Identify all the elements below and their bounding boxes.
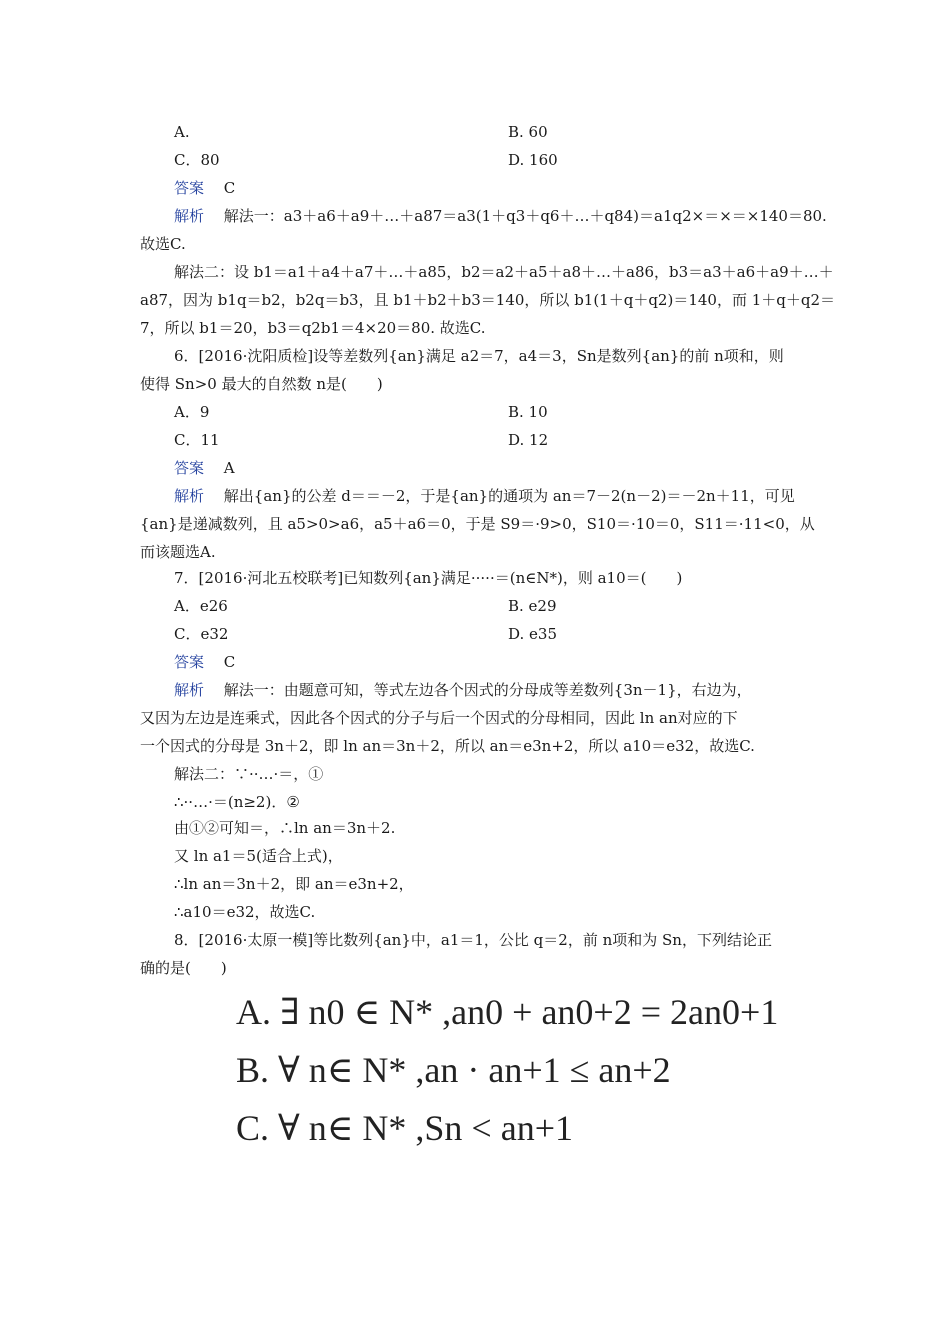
q6-option-c: C．11 xyxy=(174,431,220,449)
q7-answer xyxy=(174,652,235,672)
q5-option-b: B. 60 xyxy=(508,123,548,141)
q6-answer xyxy=(174,458,235,478)
q7-option-b: B. e29 xyxy=(508,597,557,615)
q8-option-a-image: A. ∃ n0 ∈ N* ,an0 + an0+2 = 2an0+1 xyxy=(236,992,779,1032)
analysis-text: 解法一：由题意可知，等式左边各个因式的分母成等差数列{3n－1}，右边为， xyxy=(223,681,752,699)
analysis-label: 解析 xyxy=(174,487,205,505)
q8-stem-line2: 确的是( ) xyxy=(140,959,227,977)
q7-analysis-line1 xyxy=(174,680,752,700)
q8-option-b-image: B. ∀ n∈ N* ,an · an+1 ≤ an+2 xyxy=(236,1050,671,1090)
q7-option-a: A．e26 xyxy=(174,597,228,615)
q7-analysis-line2: 又因为左边是连乘式，因此各个因式的分子与后一个因式的分母相同，因此 ln an对应的下 xyxy=(140,709,738,727)
q5-analysis-method1 xyxy=(174,206,827,226)
q5-option-d: D. 160 xyxy=(508,151,558,169)
q6-option-b: B. 10 xyxy=(508,403,548,421)
q7-method2-line2: ∴··…·＝(n≥2)．② xyxy=(174,793,300,811)
analysis-text: 解法一：a3＋a6＋a9＋…＋a87＝a3(1＋q3＋q6＋…＋q84)＝a1q2×＝×＝×140＝80. xyxy=(223,207,827,225)
q6-analysis-line1 xyxy=(174,486,795,506)
q5-method2-line2: a87，因为 b1q＝b2，b2q＝b3，且 b1＋b2＋b3＝140，所以 b1(1＋q＋q2)＝140，而 1＋q＋q2＝ xyxy=(140,291,836,309)
q5-answer xyxy=(174,178,235,198)
answer-label: 答案 xyxy=(174,179,205,197)
analysis-label: 解析 xyxy=(174,681,205,699)
q6-stem-line2: 使得 Sn>0 最大的自然数 n是( ) xyxy=(140,375,383,393)
q6-option-a: A．9 xyxy=(174,403,210,421)
answer-label: 答案 xyxy=(174,653,205,671)
q6-analysis-line3: 而该题选A. xyxy=(140,543,216,561)
q7-option-c: C．e32 xyxy=(174,625,229,643)
q5-method2-line3: 7，所以 b1＝20，b3＝q2b1＝4×20＝80. 故选C. xyxy=(140,319,486,337)
q6-stem-line1: 6．[2016·沈阳质检]设等差数列{an}满足 a2＝7，a4＝3，Sn是数列{an}的前 n项和，则 xyxy=(174,347,784,365)
q7-method2-line6: ∴a10＝e32，故选C. xyxy=(174,903,316,921)
q5-option-c: C．80 xyxy=(174,151,220,169)
q8-option-c-image: C. ∀ n∈ N* ,Sn < an+1 xyxy=(236,1108,573,1148)
q5-method1-cont: 故选C. xyxy=(140,235,186,253)
q7-method2-line1: 解法二：∵··…·＝，① xyxy=(174,765,324,783)
answer-value: C xyxy=(223,653,236,671)
q6-analysis-line2: {an}是递减数列，且 a5>0>a6，a5＋a6＝0，于是 S9＝·9>0，S10＝·10＝0，S11＝·11<0，从 xyxy=(140,515,815,533)
q6-option-d: D. 12 xyxy=(508,431,549,449)
answer-value: C xyxy=(223,179,236,197)
q7-method2-line3: 由①②可知＝，∴ln an＝3n＋2. xyxy=(174,819,396,837)
q5-method2-line1: 解法二：设 b1＝a1＋a4＋a7＋…＋a85，b2＝a2＋a5＋a8＋…＋a86，b3＝a3＋a6＋a9＋…＋ xyxy=(174,263,834,281)
q7-stem: 7．[2016·河北五校联考]已知数列{an}满足·····＝(n∈N*)，则 a10＝( ) xyxy=(174,569,683,587)
q7-analysis-line3: 一个因式的分母是 3n＋2，即 ln an＝3n＋2，所以 an＝e3n+2，所以 a10＝e32，故选C. xyxy=(140,737,755,755)
answer-label: 答案 xyxy=(174,459,205,477)
q8-stem-line1: 8．[2016·太原一模]等比数列{an}中，a1＝1，公比 q＝2，前 n项和为 Sn，下列结论正 xyxy=(174,931,772,949)
q7-method2-line5: ∴ln an＝3n＋2，即 an＝e3n+2， xyxy=(174,875,414,893)
q7-method2-line4: 又 ln a1＝5(适合上式)， xyxy=(174,847,343,865)
answer-value: A xyxy=(223,459,235,477)
analysis-text: 解出{an}的公差 d＝＝－2，于是{an}的通项为 an＝7－2(n－2)＝－2n＋11，可见 xyxy=(223,487,795,505)
analysis-label: 解析 xyxy=(174,207,205,225)
q7-option-d: D. e35 xyxy=(508,625,557,643)
q5-option-a: A. xyxy=(174,123,190,141)
